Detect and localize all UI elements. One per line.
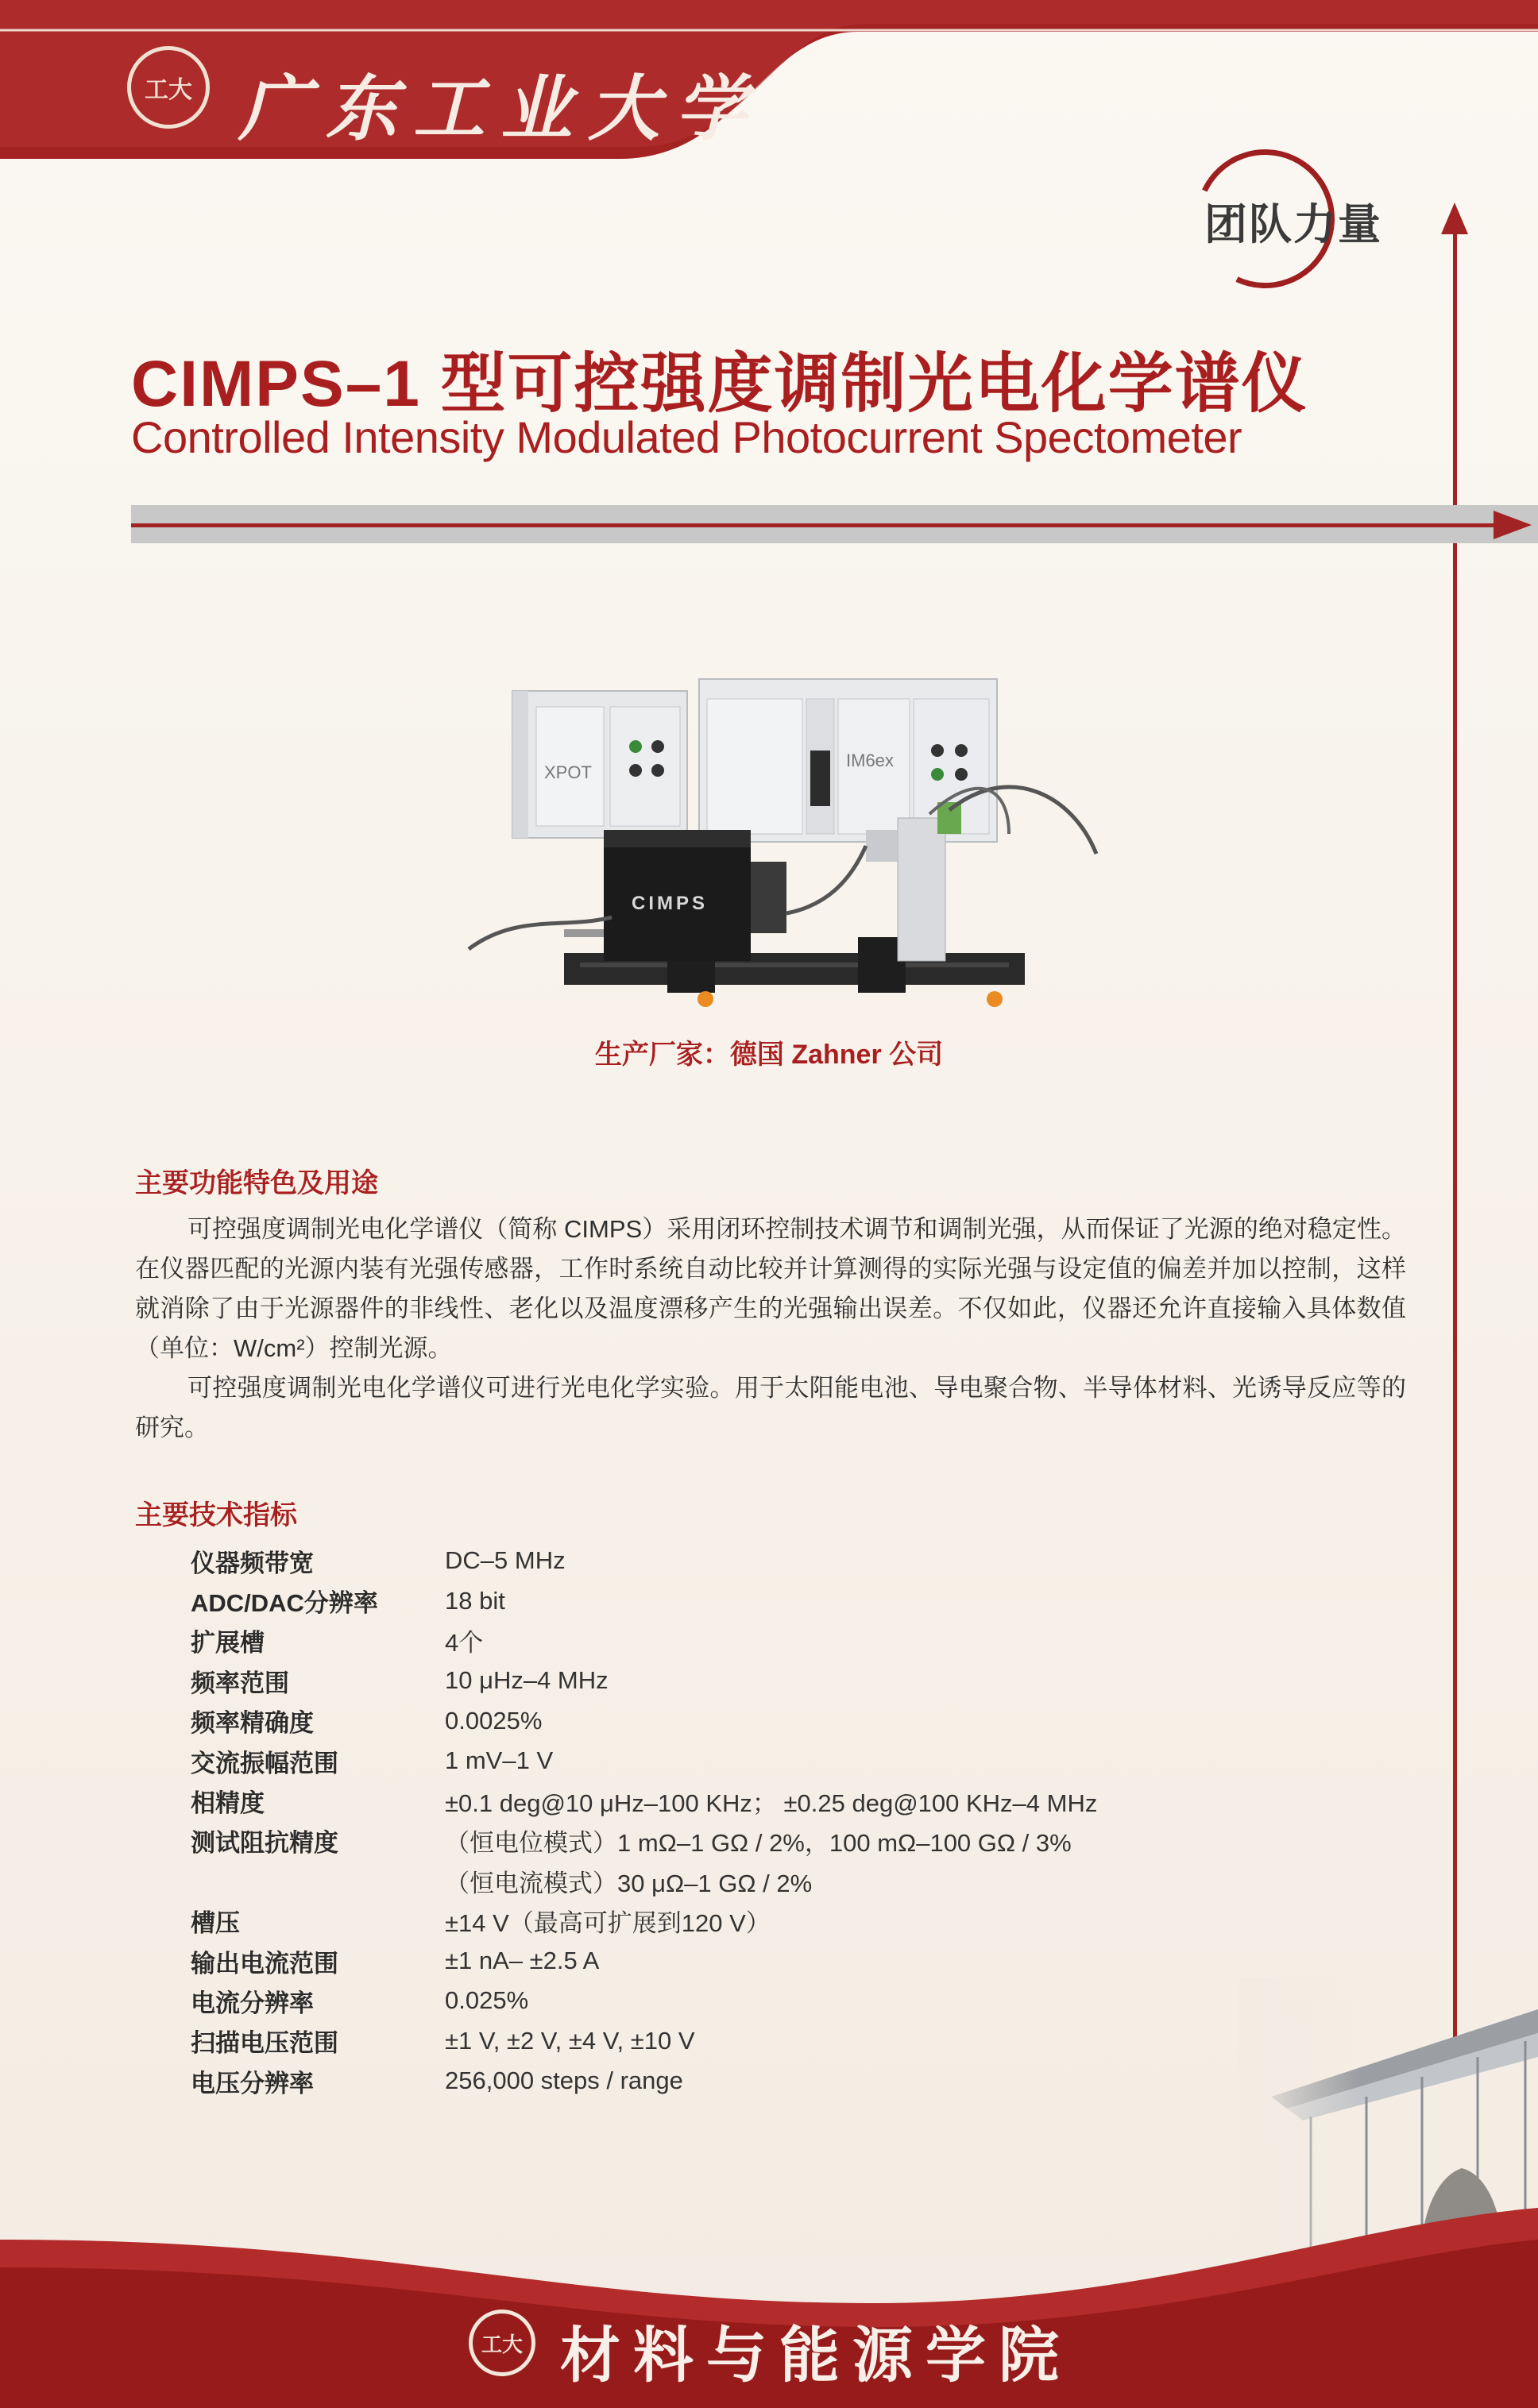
manufacturer-caption: 生产厂家：德国 Zahner 公司 [594, 1040, 944, 1070]
spec-row [191, 1981, 1097, 2020]
spec-key: 扫描电压范围 [191, 2029, 338, 2058]
left-unit-label: XPOT [544, 762, 592, 782]
features-paragraph: 可控强度调制光电化学谱仪可进行光电化学实验。用于太阳能电池、导电聚合物、半导体材料、光诱导反应等的研究。 [135, 1374, 1406, 1441]
spec-key: 相精度 [191, 1789, 265, 1818]
horizontal-arrow-line [131, 523, 1497, 527]
left-instrument-unit [512, 691, 687, 838]
spec-key: 电压分辨率 [191, 2069, 314, 2097]
college-seal-logo [469, 2310, 535, 2376]
cimps-box-label: CIMPS [632, 893, 709, 914]
spec-key: 扩展槽 [191, 1629, 265, 1657]
footer-seal-text: 工大 [481, 2333, 523, 2357]
spec-key: 槽压 [191, 1909, 240, 1938]
specs-table [191, 1541, 1097, 2101]
spec-value: ±0.1 deg@10 μHz–100 KHz； ±0.25 deg@100 KHz–4 MHz [445, 1789, 1098, 1818]
right-unit-label: IM6ex [846, 751, 894, 770]
seal-text: 工大 [145, 76, 192, 104]
spec-row [191, 1901, 1097, 1941]
arrow-up-icon [1441, 203, 1468, 234]
spec-row [191, 1781, 1097, 1820]
spec-key: 频率精确度 [191, 1709, 314, 1738]
spec-key: 测试阻抗精度 [191, 1829, 338, 1858]
spec-key [191, 1861, 445, 1901]
features-paragraph: 可控强度调制光电化学谱仪（简称 CIMPS）采用闭环控制技术调节和调制光强，从而保证了光源的绝对稳定性。在仪器匹配的光源内装有光强传感器，工作时系统自动比较并计算测得的实际光强与设定值的偏差并加以控制，这样就消除了由于光源器件的非线性、老化以及温度漂移产生的光强输出误差。不仅如此，仪器还允许直接输入具体数值（单位：W/cm²）控制光源。 [135, 1215, 1406, 1362]
spec-row [191, 1821, 1097, 1861]
cimps-lamp-box [604, 830, 786, 961]
spec-key: ADC/DAC分辨率 [191, 1589, 378, 1618]
spec-value: ±1 V, ±2 V, ±4 V, ±10 V [445, 2026, 695, 2055]
spec-row [191, 1861, 1097, 1901]
spec-value: 256,000 steps / range [445, 2066, 683, 2095]
page-title-en: Controlled Intensity Modulated Photocurrent Spectometer [131, 412, 1242, 462]
spec-row [191, 1941, 1097, 1981]
spec-value: 1 mV–1 V [445, 1746, 554, 1775]
spec-value: ±1 nA– ±2.5 A [445, 1947, 600, 1975]
product-photo [453, 675, 1176, 1017]
features-body [135, 1210, 1406, 1448]
page-title-cn: CIMPS–1 型可控强度调制光电化学谱仪 [131, 348, 1308, 420]
spec-row [191, 1701, 1097, 1741]
university-seal-logo [127, 46, 210, 129]
spec-key: 频率范围 [191, 1669, 289, 1697]
spec-key: 电流分辨率 [191, 1989, 314, 2017]
vertical-arrow-line [1453, 226, 1457, 2037]
team-badge-label: 团队力量 [1204, 201, 1382, 249]
spec-key: 交流振幅范围 [191, 1749, 338, 1777]
spec-key: 输出电流范围 [191, 1949, 338, 1978]
features-heading: 主要功能特色及用途 [135, 1168, 378, 1198]
spec-key: 仪器频带宽 [191, 1549, 314, 1577]
spec-row [191, 2021, 1097, 2061]
spec-value: DC–5 MHz [445, 1546, 566, 1575]
spec-value: 10 μHz–4 MHz [445, 1666, 609, 1695]
spec-value: （恒电流模式）30 μΩ–1 GΩ / 2% [445, 1869, 813, 1897]
spec-value: 0.0025% [445, 1706, 543, 1735]
spec-value: 18 bit [445, 1586, 505, 1615]
college-name: 材料与能源学院 [560, 2320, 1072, 2391]
university-name: 广东工业大学 [238, 67, 763, 151]
header-band [0, 0, 1538, 171]
spec-row [191, 1741, 1097, 1781]
spec-row [191, 1541, 1097, 1580]
spec-row [191, 1580, 1097, 1620]
specs-heading: 主要技术指标 [135, 1500, 297, 1530]
spec-value: （恒电位模式）1 mΩ–1 GΩ / 2%，100 mΩ–100 GΩ / 3% [445, 1829, 1072, 1858]
spec-value: ±14 V（最高可扩展到120 V） [445, 1909, 771, 1938]
spec-value: 4个 [445, 1629, 484, 1657]
spec-row [191, 1621, 1097, 1661]
spec-value: 0.025% [445, 1986, 529, 2015]
spec-row [191, 1661, 1097, 1700]
arrow-right-icon [1494, 511, 1532, 539]
spec-row [191, 2061, 1097, 2101]
